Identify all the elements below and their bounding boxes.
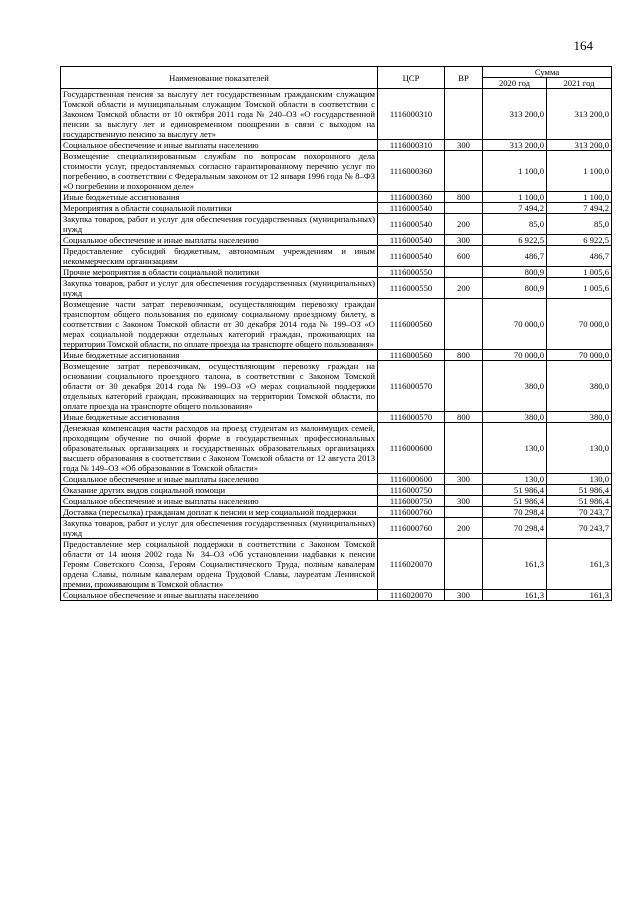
cell-csr: 1116000540 <box>378 246 445 267</box>
cell-2020: 800,9 <box>483 267 547 278</box>
cell-name: Предоставление мер социальной поддержки в соответствии с Законом Томской области от 14 июня 2002 года № 34–ОЗ «Об установлении надбавки к пенсии Героям Советского Союза, Героям Социалистического Труда, полным кавалерам ордена Славы, полным кавалерам ордена Трудовой Славы, лауреатам Ленинской премии, проживающим в Томской области» <box>61 539 378 590</box>
header-sum: Сумма <box>483 67 612 78</box>
cell-vr <box>445 485 483 496</box>
table-row <box>61 203 612 214</box>
cell-vr: 300 <box>445 474 483 485</box>
cell-name: Закупка товаров, работ и услуг для обеспечения государственных (муниципальных) нужд <box>61 214 378 235</box>
cell-2021: 70 243,7 <box>547 507 612 518</box>
table-row <box>61 246 612 267</box>
cell-csr: 1116000570 <box>378 412 445 423</box>
table-row <box>61 485 612 496</box>
cell-name: Оказание других видов социальной помощи <box>61 485 378 496</box>
cell-2021: 130,0 <box>547 474 612 485</box>
cell-csr: 1116000310 <box>378 89 445 140</box>
cell-2021: 70 000,0 <box>547 350 612 361</box>
cell-2020: 380,0 <box>483 361 547 412</box>
cell-name: Закупка товаров, работ и услуг для обеспечения государственных (муниципальных) нужд <box>61 278 378 299</box>
cell-name: Возмещение затрат перевозчикам, осуществляющим перевозку граждан на основании социального проездного талона, в соответствии с Законом Томской области от 30 декабря 2014 года № 199–ОЗ «О мерах социальной поддержки отдельных категорий граждан, проживающих на территории Томской области, по оплате проезда на транспорте общего пользования» <box>61 361 378 412</box>
cell-csr: 1116000760 <box>378 507 445 518</box>
cell-2020: 51 986,4 <box>483 485 547 496</box>
cell-name: Прочие мероприятия в области социальной политики <box>61 267 378 278</box>
cell-2020: 85,0 <box>483 214 547 235</box>
cell-vr: 200 <box>445 278 483 299</box>
cell-csr: 1116020070 <box>378 539 445 590</box>
table-row <box>61 278 612 299</box>
cell-csr: 1116000310 <box>378 140 445 151</box>
cell-csr: 1116000360 <box>378 192 445 203</box>
cell-2021: 7 494,2 <box>547 203 612 214</box>
cell-csr: 1116000600 <box>378 423 445 474</box>
table-row <box>61 496 612 507</box>
table-row <box>61 361 612 412</box>
cell-csr: 1116000560 <box>378 299 445 350</box>
cell-vr: 300 <box>445 140 483 151</box>
cell-2021: 161,3 <box>547 590 612 601</box>
cell-2020: 800,9 <box>483 278 547 299</box>
cell-name: Предоставление субсидий бюджетным, автономным учреждениям и иным некоммерческим организациям <box>61 246 378 267</box>
table-row <box>61 590 612 601</box>
cell-name: Возмещение части затрат перевозчикам, осуществляющим перевозку граждан транспортом общего пользования по единому социальному проездному билету, в соответствии с Законом Томской области от 30 декабря 2014 года № 199–ОЗ «О мерах социальной поддержки отдельных категорий граждан, проживающих на территории Томской области, по оплате проезда на транспорте общего пользования» <box>61 299 378 350</box>
cell-2021: 313 200,0 <box>547 140 612 151</box>
cell-vr: 200 <box>445 518 483 539</box>
table-row <box>61 89 612 140</box>
cell-2021: 85,0 <box>547 214 612 235</box>
cell-csr: 1116000540 <box>378 214 445 235</box>
header-name: Наименование показателей <box>61 67 378 89</box>
cell-2020: 6 922,5 <box>483 235 547 246</box>
cell-2021: 380,0 <box>547 412 612 423</box>
cell-2020: 161,3 <box>483 539 547 590</box>
cell-vr: 800 <box>445 412 483 423</box>
table-row <box>61 350 612 361</box>
cell-vr <box>445 151 483 192</box>
cell-name: Возмещение специализированным службам по вопросам похоронного дела стоимости услуг, предоставляемых согласно гарантированному перечню услуг по погребению, в соответствии с Федеральным законом от 12 января 1996 года № 8–ФЗ «О погребении и похоронном деле» <box>61 151 378 192</box>
cell-csr: 1116000560 <box>378 350 445 361</box>
table-row <box>61 412 612 423</box>
cell-name: Мероприятия в области социальной политики <box>61 203 378 214</box>
cell-vr: 200 <box>445 214 483 235</box>
header-csr: ЦСР <box>378 67 445 89</box>
cell-csr: 1116000550 <box>378 278 445 299</box>
header-year-2021: 2021 год <box>547 78 612 89</box>
cell-name: Социальное обеспечение и иные выплаты населению <box>61 140 378 151</box>
cell-name: Денежная компенсация части расходов на проезд студентам из малоимущих семей, проходящим обучение по очной форме в государственных профессиональных образовательных организациях и государственных образовательных организациях высшего образования в соответствии с Законом Томской области от 12 августа 2013 года № 149–ОЗ «Об образовании в Томской области» <box>61 423 378 474</box>
cell-2020: 486,7 <box>483 246 547 267</box>
header-year-2020: 2020 год <box>483 78 547 89</box>
cell-2021: 1 100,0 <box>547 192 612 203</box>
cell-csr: 1116000540 <box>378 203 445 214</box>
cell-2021: 486,7 <box>547 246 612 267</box>
cell-vr <box>445 423 483 474</box>
cell-csr: 1116000750 <box>378 496 445 507</box>
table-row <box>61 474 612 485</box>
table-row <box>61 140 612 151</box>
cell-vr <box>445 539 483 590</box>
cell-csr: 1116000760 <box>378 518 445 539</box>
cell-2020: 70 298,4 <box>483 507 547 518</box>
cell-2020: 51 986,4 <box>483 496 547 507</box>
cell-csr: 1116000750 <box>378 485 445 496</box>
table-row <box>61 267 612 278</box>
cell-2020: 70 000,0 <box>483 350 547 361</box>
cell-csr: 1116000600 <box>378 474 445 485</box>
cell-name: Социальное обеспечение и иные выплаты населению <box>61 496 378 507</box>
cell-vr <box>445 361 483 412</box>
cell-csr: 1116000360 <box>378 151 445 192</box>
budget-table <box>60 66 612 601</box>
cell-vr: 800 <box>445 192 483 203</box>
cell-name: Закупка товаров, работ и услуг для обеспечения государственных (муниципальных) нужд <box>61 518 378 539</box>
table-row <box>61 151 612 192</box>
cell-2021: 130,0 <box>547 423 612 474</box>
cell-vr: 300 <box>445 590 483 601</box>
cell-vr: 300 <box>445 235 483 246</box>
cell-name: Иные бюджетные ассигнования <box>61 412 378 423</box>
cell-csr: 1116000540 <box>378 235 445 246</box>
cell-2021: 51 986,4 <box>547 496 612 507</box>
cell-2021: 70 000,0 <box>547 299 612 350</box>
cell-2021: 1 100,0 <box>547 151 612 192</box>
cell-vr: 800 <box>445 350 483 361</box>
table-row <box>61 192 612 203</box>
cell-2020: 130,0 <box>483 423 547 474</box>
cell-2021: 6 922,5 <box>547 235 612 246</box>
cell-vr <box>445 89 483 140</box>
cell-2021: 1 005,6 <box>547 267 612 278</box>
cell-name: Социальное обеспечение и иные выплаты населению <box>61 235 378 246</box>
cell-vr <box>445 507 483 518</box>
table-row <box>61 539 612 590</box>
cell-name: Государственная пенсия за выслугу лет государственным гражданским служащим Томской области и муниципальным служащим Томской области в соответствии с Законом Томской области от 10 октября 2011 года № 240–ОЗ «О государственной пенсии за выслугу лет и единовременном поощрении в связи с выходом на государственную пенсию за выслугу лет» <box>61 89 378 140</box>
cell-2020: 130,0 <box>483 474 547 485</box>
cell-2020: 70 298,4 <box>483 518 547 539</box>
cell-csr: 1116000570 <box>378 361 445 412</box>
cell-vr <box>445 299 483 350</box>
table-row <box>61 518 612 539</box>
cell-2020: 313 200,0 <box>483 89 547 140</box>
table-row <box>61 214 612 235</box>
cell-csr: 1116020070 <box>378 590 445 601</box>
cell-2020: 70 000,0 <box>483 299 547 350</box>
table-row <box>61 507 612 518</box>
cell-name: Социальное обеспечение и иные выплаты населению <box>61 590 378 601</box>
cell-name: Иные бюджетные ассигнования <box>61 192 378 203</box>
cell-vr: 600 <box>445 246 483 267</box>
page-number: 164 <box>573 38 593 53</box>
cell-2020: 1 100,0 <box>483 192 547 203</box>
cell-2021: 1 005,6 <box>547 278 612 299</box>
cell-name: Иные бюджетные ассигнования <box>61 350 378 361</box>
table-row <box>61 423 612 474</box>
cell-vr <box>445 203 483 214</box>
cell-name: Доставка (пересылка) гражданам доплат к пенсии и мер социальной поддержки <box>61 507 378 518</box>
cell-2021: 380,0 <box>547 361 612 412</box>
table-body <box>61 89 612 601</box>
table-row <box>61 235 612 246</box>
cell-name: Социальное обеспечение и иные выплаты населению <box>61 474 378 485</box>
cell-2020: 313 200,0 <box>483 140 547 151</box>
cell-2020: 380,0 <box>483 412 547 423</box>
cell-2020: 1 100,0 <box>483 151 547 192</box>
table-row <box>61 299 612 350</box>
cell-2021: 51 986,4 <box>547 485 612 496</box>
cell-2021: 313 200,0 <box>547 89 612 140</box>
cell-2021: 70 243,7 <box>547 518 612 539</box>
cell-vr: 300 <box>445 496 483 507</box>
cell-2021: 161,3 <box>547 539 612 590</box>
cell-csr: 1116000550 <box>378 267 445 278</box>
table-header <box>61 67 612 89</box>
header-vr: ВР <box>445 67 483 89</box>
cell-vr <box>445 267 483 278</box>
cell-2020: 7 494,2 <box>483 203 547 214</box>
cell-2020: 161,3 <box>483 590 547 601</box>
